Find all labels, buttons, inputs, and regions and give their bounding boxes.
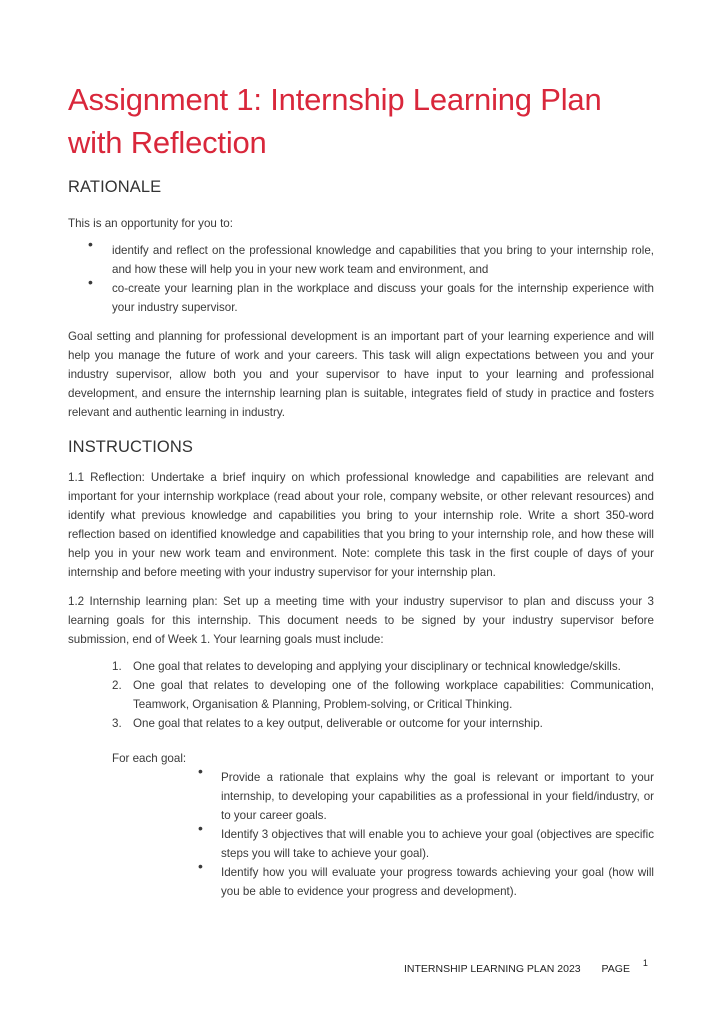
- footer-page-number: 1: [642, 958, 648, 968]
- page-title: Assignment 1: Internship Learning Plan with Reflection: [68, 82, 602, 160]
- rationale-bullet-list: [68, 236, 654, 317]
- page-footer: [404, 958, 648, 975]
- bullet-icon: •: [198, 763, 203, 779]
- rationale-bullet: [68, 236, 654, 279]
- goal-requirement: [68, 858, 654, 901]
- bullet-icon: •: [88, 274, 93, 290]
- goal-requirement: [68, 820, 654, 863]
- goal-number: 2.: [112, 679, 122, 692]
- rationale-bullet-text: identify and reflect on the professional knowledge and capabilities that you bring to your internship role, and how these will help you in your new work team and environment, and: [112, 244, 654, 276]
- document-page: [68, 78, 654, 901]
- footer-document-title: INTERNSHIP LEARNING PLAN 2023: [404, 963, 581, 975]
- rationale-intro: This is an opportunity for you to:: [68, 217, 233, 230]
- goals-list: [68, 657, 654, 733]
- bullet-icon: •: [198, 858, 203, 874]
- goal-requirements-list: [68, 763, 654, 901]
- goal-text: One goal that relates to developing one of the following workplace capabilities: Communication, Teamwork, Organisation & Planning, Problem-solving, or Critical Thinking.: [133, 679, 654, 711]
- goal-number: 1.: [112, 660, 122, 673]
- rationale-bullet: [68, 274, 654, 317]
- rationale-heading: RATIONALE: [68, 178, 162, 196]
- goal-item: [68, 676, 654, 714]
- goal-item: [68, 714, 654, 733]
- goal-requirement-text: Identify how you will evaluate your progress towards achieving your goal (how will you be able to evidence your progress and development).: [221, 866, 654, 898]
- bullet-icon: •: [198, 820, 203, 836]
- rationale-bullet-text: co-create your learning plan in the workplace and discuss your goals for the internship experience with your industry supervisor.: [112, 282, 654, 314]
- footer-page-label: PAGE: [601, 963, 630, 975]
- goal-text: One goal that relates to a key output, deliverable or outcome for your internship.: [133, 717, 543, 730]
- reflection-paragraph: 1.1 Reflection: Undertake a brief inquiry on which professional knowledge and capabilities are relevant and important for your internship workplace (read about your role, company website, or other relevant resources) and identify what previous knowledge and capabilities you bring to your internship role. Write a short 350-word reflection based on identified knowledge and capabilities that you bring to your internship role, and how these will help you in your new work team and environment. Note: complete this task in the first couple of days of your internship and before meeting with your industry supervisor for your internship plan.: [68, 471, 654, 579]
- goal-requirement-text: Provide a rationale that explains why the goal is relevant or important to your internship, to developing your capabilities as a professional in your field/industry, or to your career goals.: [221, 771, 654, 822]
- for-each-goal-label: For each goal:: [112, 752, 187, 765]
- goal-requirement-text: Identify 3 objectives that will enable you to achieve your goal (objectives are specific steps you will take to achieve your goal).: [221, 828, 654, 860]
- goal-text: One goal that relates to developing and applying your disciplinary or technical knowledge/skills.: [133, 660, 621, 673]
- learning-plan-paragraph: 1.2 Internship learning plan: Set up a meeting time with your industry supervisor to plan and discuss your 3 learning goals for this internship. This document needs to be signed by your industry supervisor before submission, end of Week 1. Your learning goals must include:: [68, 595, 654, 646]
- goal-requirement: [68, 763, 654, 825]
- goal-item: [68, 657, 654, 676]
- instructions-heading: INSTRUCTIONS: [68, 438, 193, 456]
- bullet-icon: •: [88, 236, 93, 252]
- rationale-paragraph: Goal setting and planning for professional development is an important part of your learning experience and will help you manage the future of work and your careers. This task will align expectations between you and your industry supervisor, allow both you and your supervisor to have input to your learning and professional development, and ensure the internship learning plan is suitable, integrates field of study in practice and fosters relevant and authentic learning in industry.: [68, 330, 654, 419]
- goal-number: 3.: [112, 717, 122, 730]
